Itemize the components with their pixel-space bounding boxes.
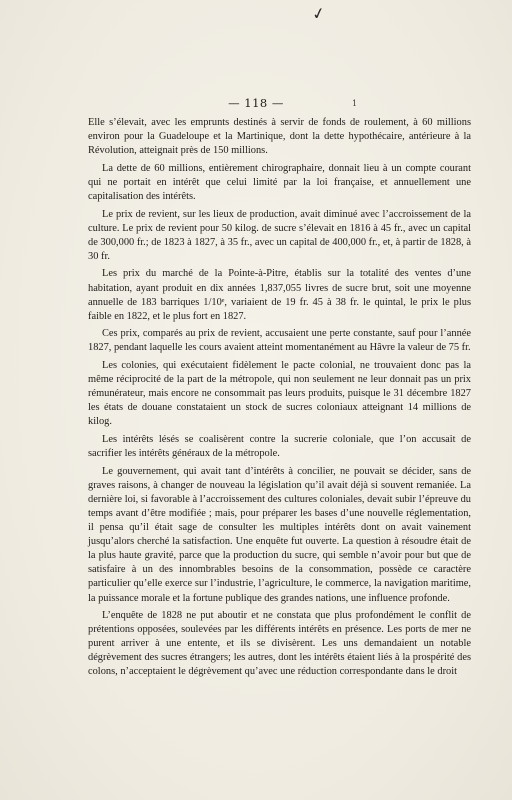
corner-check-mark: ✓: [310, 2, 328, 25]
paragraph-7: Les intérêts lésés se coalisèrent contre la sucrerie coloniale, que l’on accusait de sacrifier les intérêts généraux de la métropole.: [88, 433, 471, 460]
body-text: [88, 116, 471, 683]
paragraph-5: Ces prix, comparés au prix de revient, accusaient une perte constante, sauf pour l’année 1827, pendant laquelle les cours avaient atteint momentanément au Hâvre la valeur de 75 fr.: [88, 328, 471, 354]
paragraph-1: Elle s’élevait, avec les emprunts destinés à servir de fonds de roulement, à 60 millions environ pour la Guadeloupe et la Martinique, dont la dette hypothécaire, antérieure à la Révolution, atteignait près de 150 millions.: [88, 117, 471, 157]
paragraph-6: Les colonies, qui exécutaient fidèlement le pacte colonial, ne trouvaient donc pas la même réciprocité de la part de la métropole, qui non seulement ne leur donnait pas un prix rémunérateur, mais encore ne consommait pas leurs produits, puisque le 31 décembre 1827 les états de douane constataient un stock de sucres coloniaux atteignant 14 millions de kilog.: [88, 360, 471, 428]
marginal-mark: 1: [352, 99, 358, 108]
paragraph-4: Les prix du marché de la Pointe-à-Pitre, établis sur la totalité des ventes d’une habitation, ayant produit en dix années 1,837,055 livres de sucre brut, soit une moyenne annuelle de 183 barriques 1/10ᵉ, variaient de 19 fr. 45 à 38 fr. le quintal, le prix le plus faible en 1822, et le plus fort en 1827.: [88, 268, 471, 322]
paragraph-8: Le gouvernement, qui avait tant d’intérêts à concilier, ne pouvait se décider, sans de graves raisons, à changer de nouveau la législation qu’il avait déjà si souvent remaniée. La dernière loi, si favorable à l’accroissement des cultures coloniales, devait subir l’épreuve du temps avant d’être modifiée ; mais, pour préparer les bases d’une nouvelle réglementation, il pensa qu’il était sage de consulter les multiples intérêts dont on avait vainement jusqu’alors cherché la satisfaction. Une enquête fut ouverte. La question à résoudre était de la plus haute gravité, parce que la production du sucre, qui semble n’avoir pour but que de satisfaire à un des innombrables besoins de la consommation, possède ce caractère particulier qu’elle exerce sur l’industrie, l’agriculture, le commerce, la navigation maritime, la puissance morale et la fortune publique des grandes nations, une influence profonde.: [88, 465, 471, 604]
paragraph-2: La dette de 60 millions, entièrement chirographaire, donnait lieu à un compte courant qui ne portait en intérêt que celui limité par la loi française, et annuellement une capitalisation des intérêts.: [88, 162, 471, 202]
page-number: — 118 —: [228, 96, 284, 110]
paragraph-9: L’enquête de 1828 ne put aboutir et ne constata que plus profondément le conflit de prétentions opposées, soulevées par les différents intérêts en présence. Les ports de mer ne purent arriver à une entente, et ils se divisèrent. Les uns demandaient un notable dégrèvement des sucres étrangers; les autres, dont les intérêts étaient liés à la prospérité des colons, n’acceptaient le dégrèvement qu’avec une réduction correspondante dans le droit: [88, 610, 471, 678]
paragraph-3: Le prix de revient, sur les lieux de production, avait diminué avec l’accroissement de la culture. Le prix de revient pour 50 kilog. de sucre s’élevait en 1816 à 45 fr., avec un capital de 300,000 fr.; de 1823 à 1827, à 35 fr., avec un capital de 400,000 fr., et, à partir de 1828, à 30 fr.: [88, 208, 471, 262]
